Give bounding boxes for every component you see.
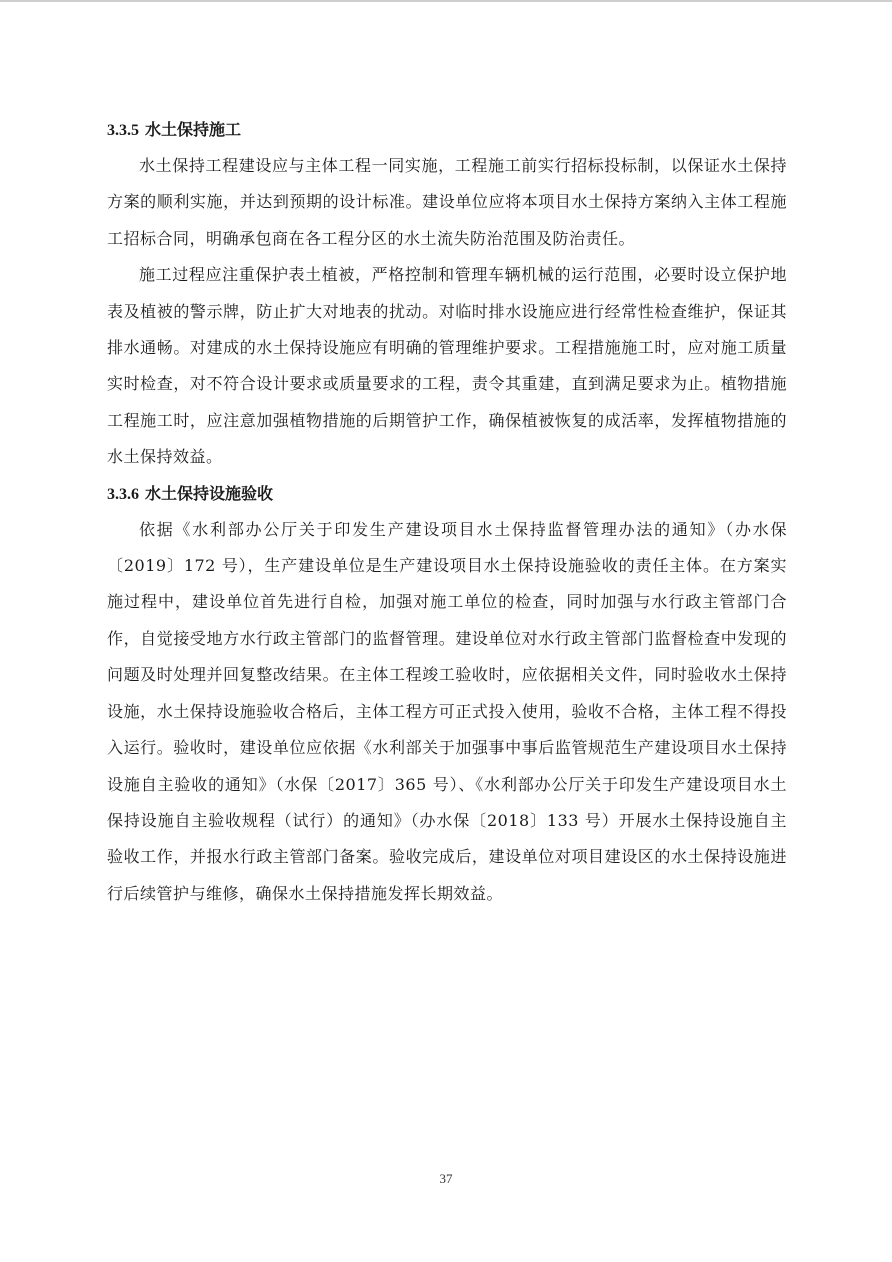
top-border-line — [0, 0, 892, 2]
body-paragraph: 水土保持工程建设应与主体工程一同实施，工程施工前实行招标投标制，以保证水土保持方案的顺利实施，并达到预期的设计标准。建设单位应将本项目水土保持方案纳入主体工程施工招标合同，明确承包商在各工程分区的水土流失防治范围及防治责任。 — [107, 156, 787, 248]
section-number: 3.3.5 — [107, 122, 139, 139]
section-heading-3-3-6 — [107, 476, 787, 512]
section-title: 水土保持施工 — [145, 120, 242, 139]
section-number: 3.3.6 — [107, 485, 139, 503]
body-paragraph: 依据《水利部办公厅关于印发生产建设项目水土保持监督管理办法的通知》（办水保〔2019〕172 号），生产建设单位是生产建设项目水土保持设施验收的责任主体。在方案实施过程中，建设单位首先进行自检，加强对施工单位的检查，同时加强与水行政主管部门合作，自觉接受地方水行政主管部门的监督管理。建设单位对水行政主管部门监督检查中发现的问题及时处理并回复整改结果。在主体工程竣工验收时，应依据相关文件，同时验收水土保持设施，水土保持设施验收合格后，主体工程方可正式投入使用，验收不合格，主体工程不得投入运行。验收时，建设单位应依据《水利部关于加强事中事后监管规范生产建设项目水土保持设施自主验收的通知》（水保〔2017〕365 号）、《水利部办公厅关于印发生产建设项目水土保持设施自主验收规程（试行）的通知》（办水保〔2018〕133 号）开展水土保持设施自主验收工作，并报水行政主管部门备案。验收完成后，建设单位对项目建设区的水土保持设施进行后续管护与维修，确保水土保持措施发挥长期效益。 — [107, 519, 787, 903]
section-heading-3-3-5 — [107, 112, 787, 148]
section-title: 水土保持设施验收 — [145, 483, 274, 503]
body-paragraph: 施工过程应注重保护表土植被，严格控制和管理车辆机械的运行范围，必要时设立保护地表及植被的警示牌，防止扩大对地表的扰动。对临时排水设施应进行经常性检查维护，保证其排水通畅。对建成的水土保持设施应有明确的管理维护要求。工程措施施工时，应对施工质量实时检查，对不符合设计要求或质量要求的工程，责令其重建，直到满足要求为止。植物措施工程施工时，应注意加强植物措施的后期管护工作，确保植被恢复的成活率，发挥植物措施的水土保持效益。 — [107, 265, 787, 467]
page-number: 37 — [439, 1171, 453, 1186]
document-page — [107, 112, 787, 912]
